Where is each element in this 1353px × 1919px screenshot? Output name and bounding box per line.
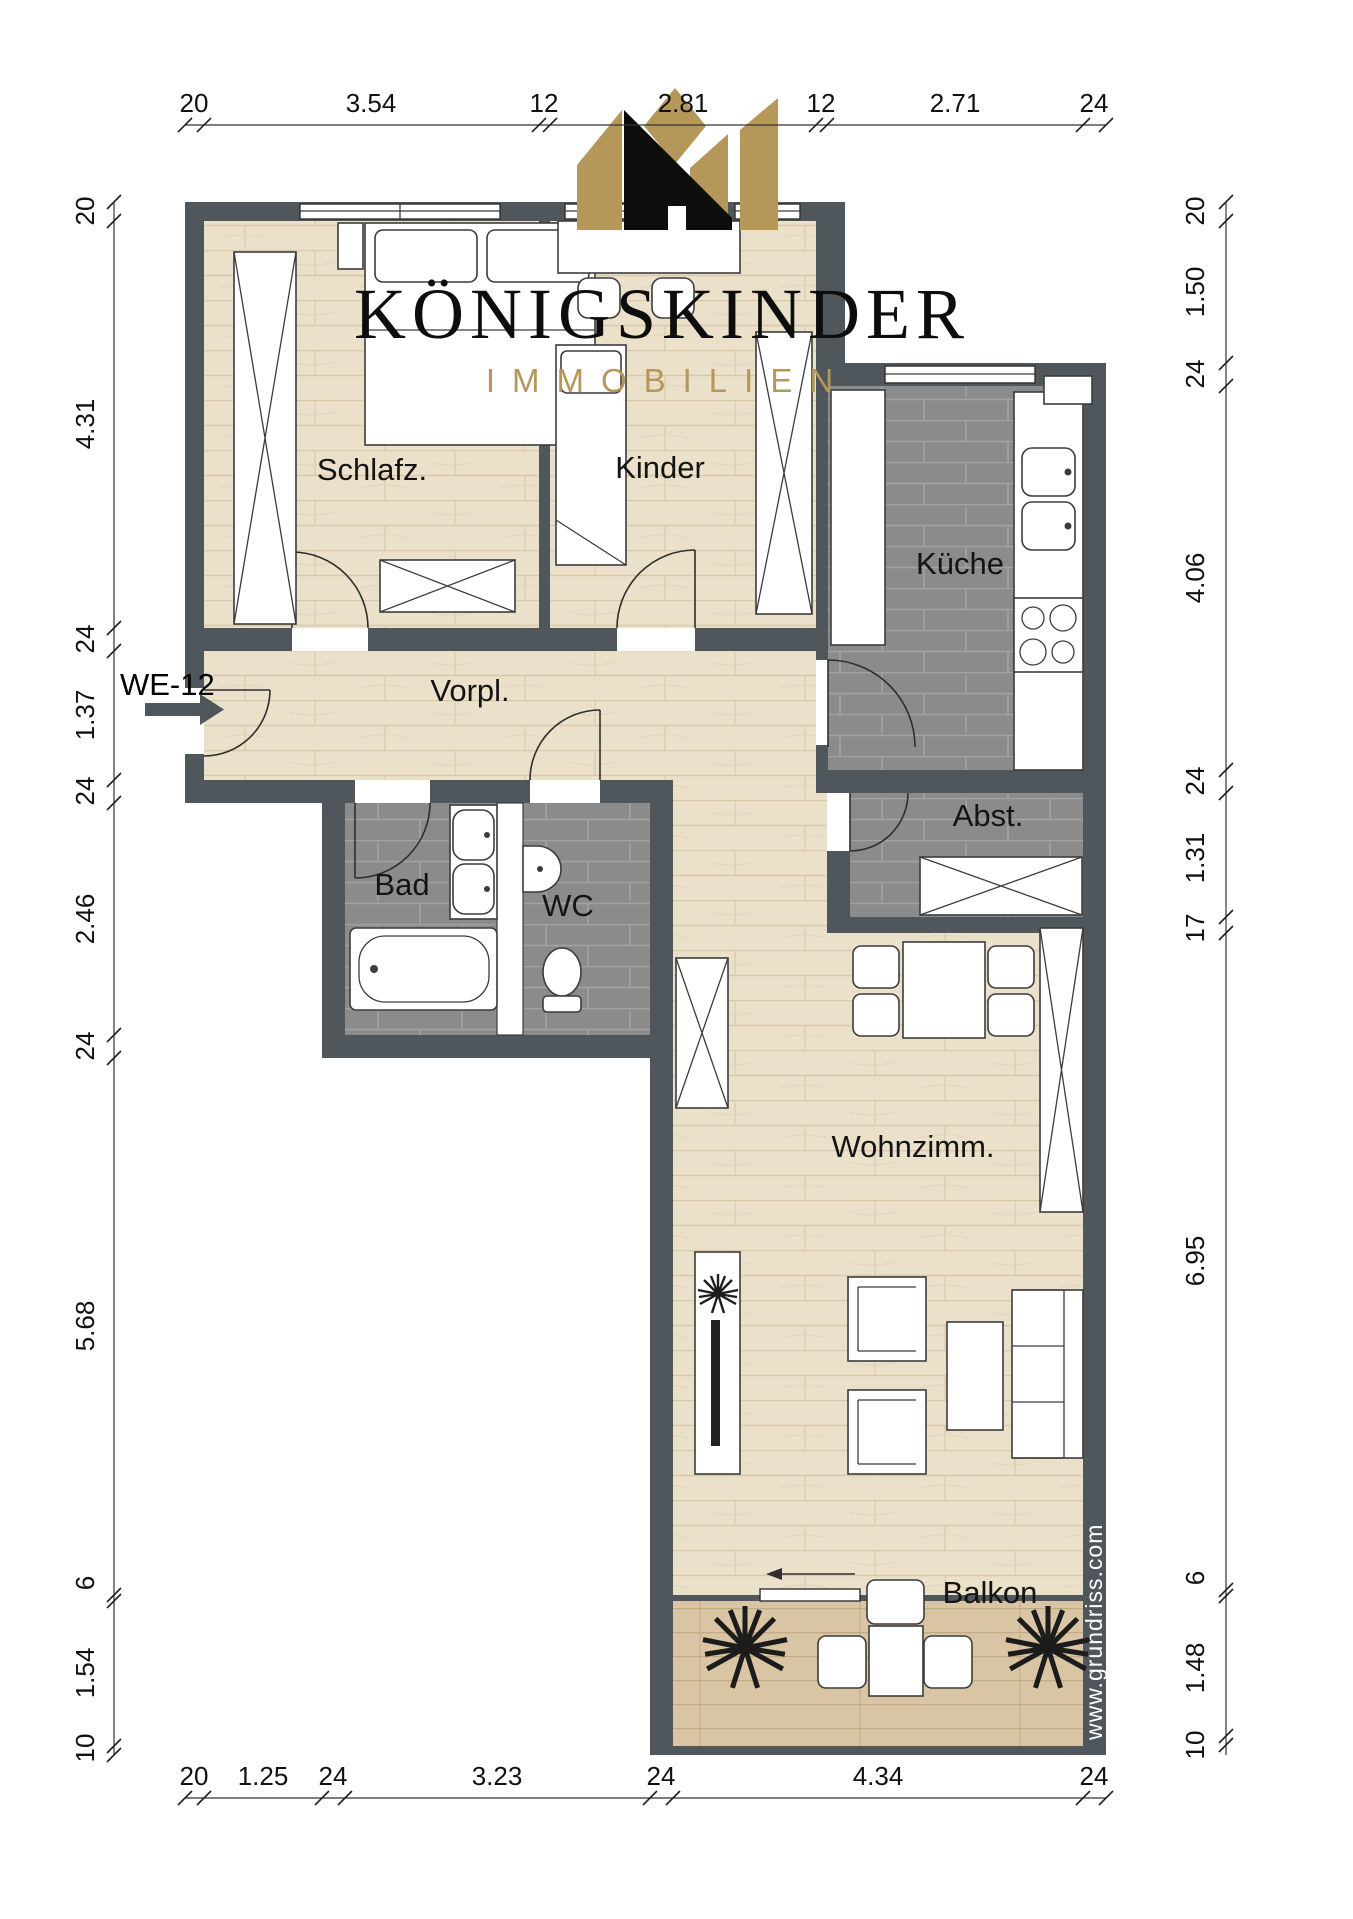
dimension-label: 1.31 <box>1180 832 1210 884</box>
dimension-label: 2.71 <box>929 88 981 118</box>
dimension-label: 24 <box>70 624 100 654</box>
dimension-label: 20 <box>70 196 100 226</box>
dimension-label: 24 <box>70 776 100 806</box>
dimension-label: 10 <box>70 1733 100 1763</box>
dimension-label: 1.37 <box>70 689 100 741</box>
armchair-icon <box>848 1390 926 1474</box>
label-abstellraum: Abst. <box>952 798 1024 833</box>
dimension-label: 6 <box>1180 1570 1210 1586</box>
label-balkon: Balkon <box>942 1575 1038 1610</box>
dresser-icon <box>380 560 515 612</box>
dimension-bottom <box>178 1761 1113 1805</box>
dimension-label: 20 <box>179 88 209 118</box>
dimension-label: 1.25 <box>237 1761 289 1791</box>
label-vorplatz: Vorpl. <box>430 673 510 708</box>
label-schlafzimmer: Schlafz. <box>316 452 428 487</box>
window-kueche-icon <box>885 366 1035 383</box>
label-kueche: Küche <box>916 546 1004 581</box>
bathtub-icon <box>350 928 497 1010</box>
dimension-label: 24 <box>1180 359 1210 389</box>
dimension-label: 12 <box>529 88 559 118</box>
bad-wc-partition <box>497 803 523 1035</box>
dimension-label: 24 <box>1079 88 1109 118</box>
passage-floor <box>673 780 827 933</box>
dimension-label: 12 <box>806 88 836 118</box>
dimension-label: 3.23 <box>471 1761 523 1791</box>
dimension-label: 24 <box>318 1761 348 1791</box>
dimension-label: 24 <box>1180 766 1210 796</box>
dimension-label: 10 <box>1180 1730 1210 1760</box>
dimension-label: 2.46 <box>70 893 100 945</box>
label-bad: Bad <box>374 867 430 902</box>
wardrobe-schlafzimmer-icon <box>234 252 296 624</box>
dimension-label: 24 <box>1079 1761 1109 1791</box>
dimension-label: 1.54 <box>70 1647 100 1699</box>
storage-shelf-icon <box>920 857 1082 915</box>
dimension-label: 1.50 <box>1180 266 1210 318</box>
sideboard-tv-icon <box>695 1252 740 1474</box>
dimension-label: 2.81 <box>657 88 709 118</box>
toilet-icon <box>543 948 581 1012</box>
label-wc: WC <box>542 888 594 923</box>
window-schlafzimmer-icon <box>300 204 500 219</box>
dimension-label: 1.48 <box>1180 1642 1210 1694</box>
dimension-label: 6 <box>70 1575 100 1591</box>
dimension-label: 24 <box>70 1031 100 1061</box>
logo-subtitle: IMMOBILIEN <box>485 362 851 399</box>
watermark: www.grundriss.com <box>1081 1523 1107 1740</box>
unit-label: WE-12 <box>120 667 215 702</box>
dimension-label: 24 <box>646 1761 676 1791</box>
bathroom-vanity-icon <box>450 805 497 919</box>
sofa-icon <box>1012 1290 1083 1458</box>
logo-title: KÖNIGSKINDER <box>354 274 970 354</box>
dimension-left <box>70 195 121 1762</box>
dimension-label: 17 <box>1180 913 1210 943</box>
dimension-label: 5.68 <box>70 1300 100 1352</box>
unit-entry <box>120 667 224 725</box>
label-wohnzimmer: Wohnzimm. <box>831 1129 995 1164</box>
dimension-label: 3.54 <box>345 88 397 118</box>
dimension-right <box>1180 195 1233 1759</box>
label-kinderzimmer: Kinder <box>615 450 705 485</box>
dimension-label: 20 <box>179 1761 209 1791</box>
dimension-label: 6.95 <box>1180 1235 1210 1287</box>
dimension-label: 4.06 <box>1180 552 1210 604</box>
wardrobe-wohnzimmer-left-icon <box>676 958 728 1108</box>
armchair-icon <box>848 1277 926 1361</box>
dimension-label: 4.31 <box>70 398 100 450</box>
dimension-label: 4.34 <box>852 1761 904 1791</box>
coffee-table-icon <box>947 1322 1003 1430</box>
room-vorplatz-floor <box>204 651 828 780</box>
dimension-top <box>178 88 1113 132</box>
wardrobe-wohnzimmer-right-icon <box>1040 928 1083 1212</box>
dimension-label: 20 <box>1180 196 1210 226</box>
